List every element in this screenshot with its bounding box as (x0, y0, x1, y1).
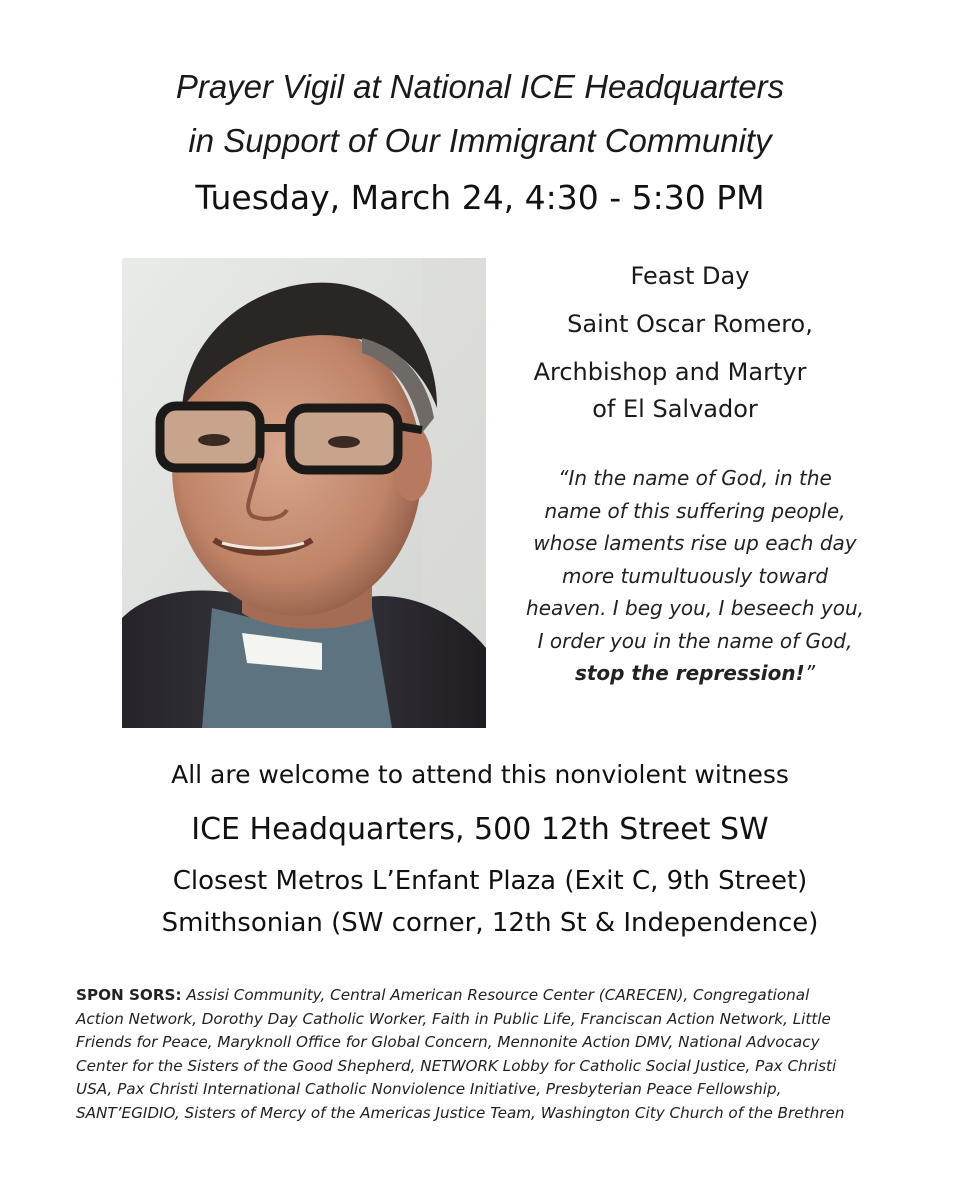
metro-line-1: Closest Metros L’Enfant Plaza (Exit C, 9th Street) (172, 866, 808, 896)
quote-final-line (505, 657, 885, 690)
sponsors-label: SPON SORS: (76, 986, 182, 1004)
saint-name: Saint Oscar Romero, (567, 310, 813, 338)
quote-line: whose laments rise up each day (533, 531, 857, 555)
sponsors-list: Assisi Community, Central American Resource Center (CARECEN), Congregational Action Network, Dorothy Day Catholic Worker, Faith in Public Life, Franciscan Action Network, Little Friends for Peace, Maryknoll Office for Global Concern, Mennonite Action DMV, National Advocacy Center for the Sisters of the Good Shepherd, NETWORK Lobby for Catholic Social Justice, Pax Christi USA, Pax Christi International Catholic Nonviolence Initiative, Presbyterian Peace Fellowship, SANT’EGIDIO, Sisters of Mercy of the Americas Justice Team, Washington City Church of the Brethren (76, 986, 845, 1122)
metro-line-2: Smithsonian (SW corner, 12th St & Independence) (161, 908, 819, 938)
title-line-2: in Support of Our Immigrant Community (188, 122, 772, 159)
title-line-1: Prayer Vigil at National ICE Headquarters (175, 68, 785, 105)
quote-emphasis: stop the repression! (574, 661, 805, 685)
quote-line: name of this suffering people, (544, 498, 846, 523)
quote-line: I order you in the name of God, (537, 628, 853, 653)
romero-quote (505, 462, 885, 690)
event-address: ICE Headquarters, 500 12th Street SW (191, 812, 769, 847)
saint-country: of El Salvador (592, 395, 758, 423)
quote-line: more tumultuously toward (561, 563, 829, 588)
quote-line: “In the name of God, in the (558, 466, 832, 490)
portrait-photo (122, 258, 486, 728)
quote-closing-mark: ” (804, 661, 816, 685)
feast-day-label: Feast Day (630, 262, 750, 290)
saint-title: Archbishop and Martyr (533, 358, 807, 386)
welcome-text: All are welcome to attend this nonviolent witness (171, 760, 789, 789)
quote-line: heaven. I beg you, I beseech you, (526, 596, 864, 620)
sponsors-block (76, 984, 846, 1125)
event-date-time: Tuesday, March 24, 4:30 - 5:30 PM (195, 178, 765, 217)
